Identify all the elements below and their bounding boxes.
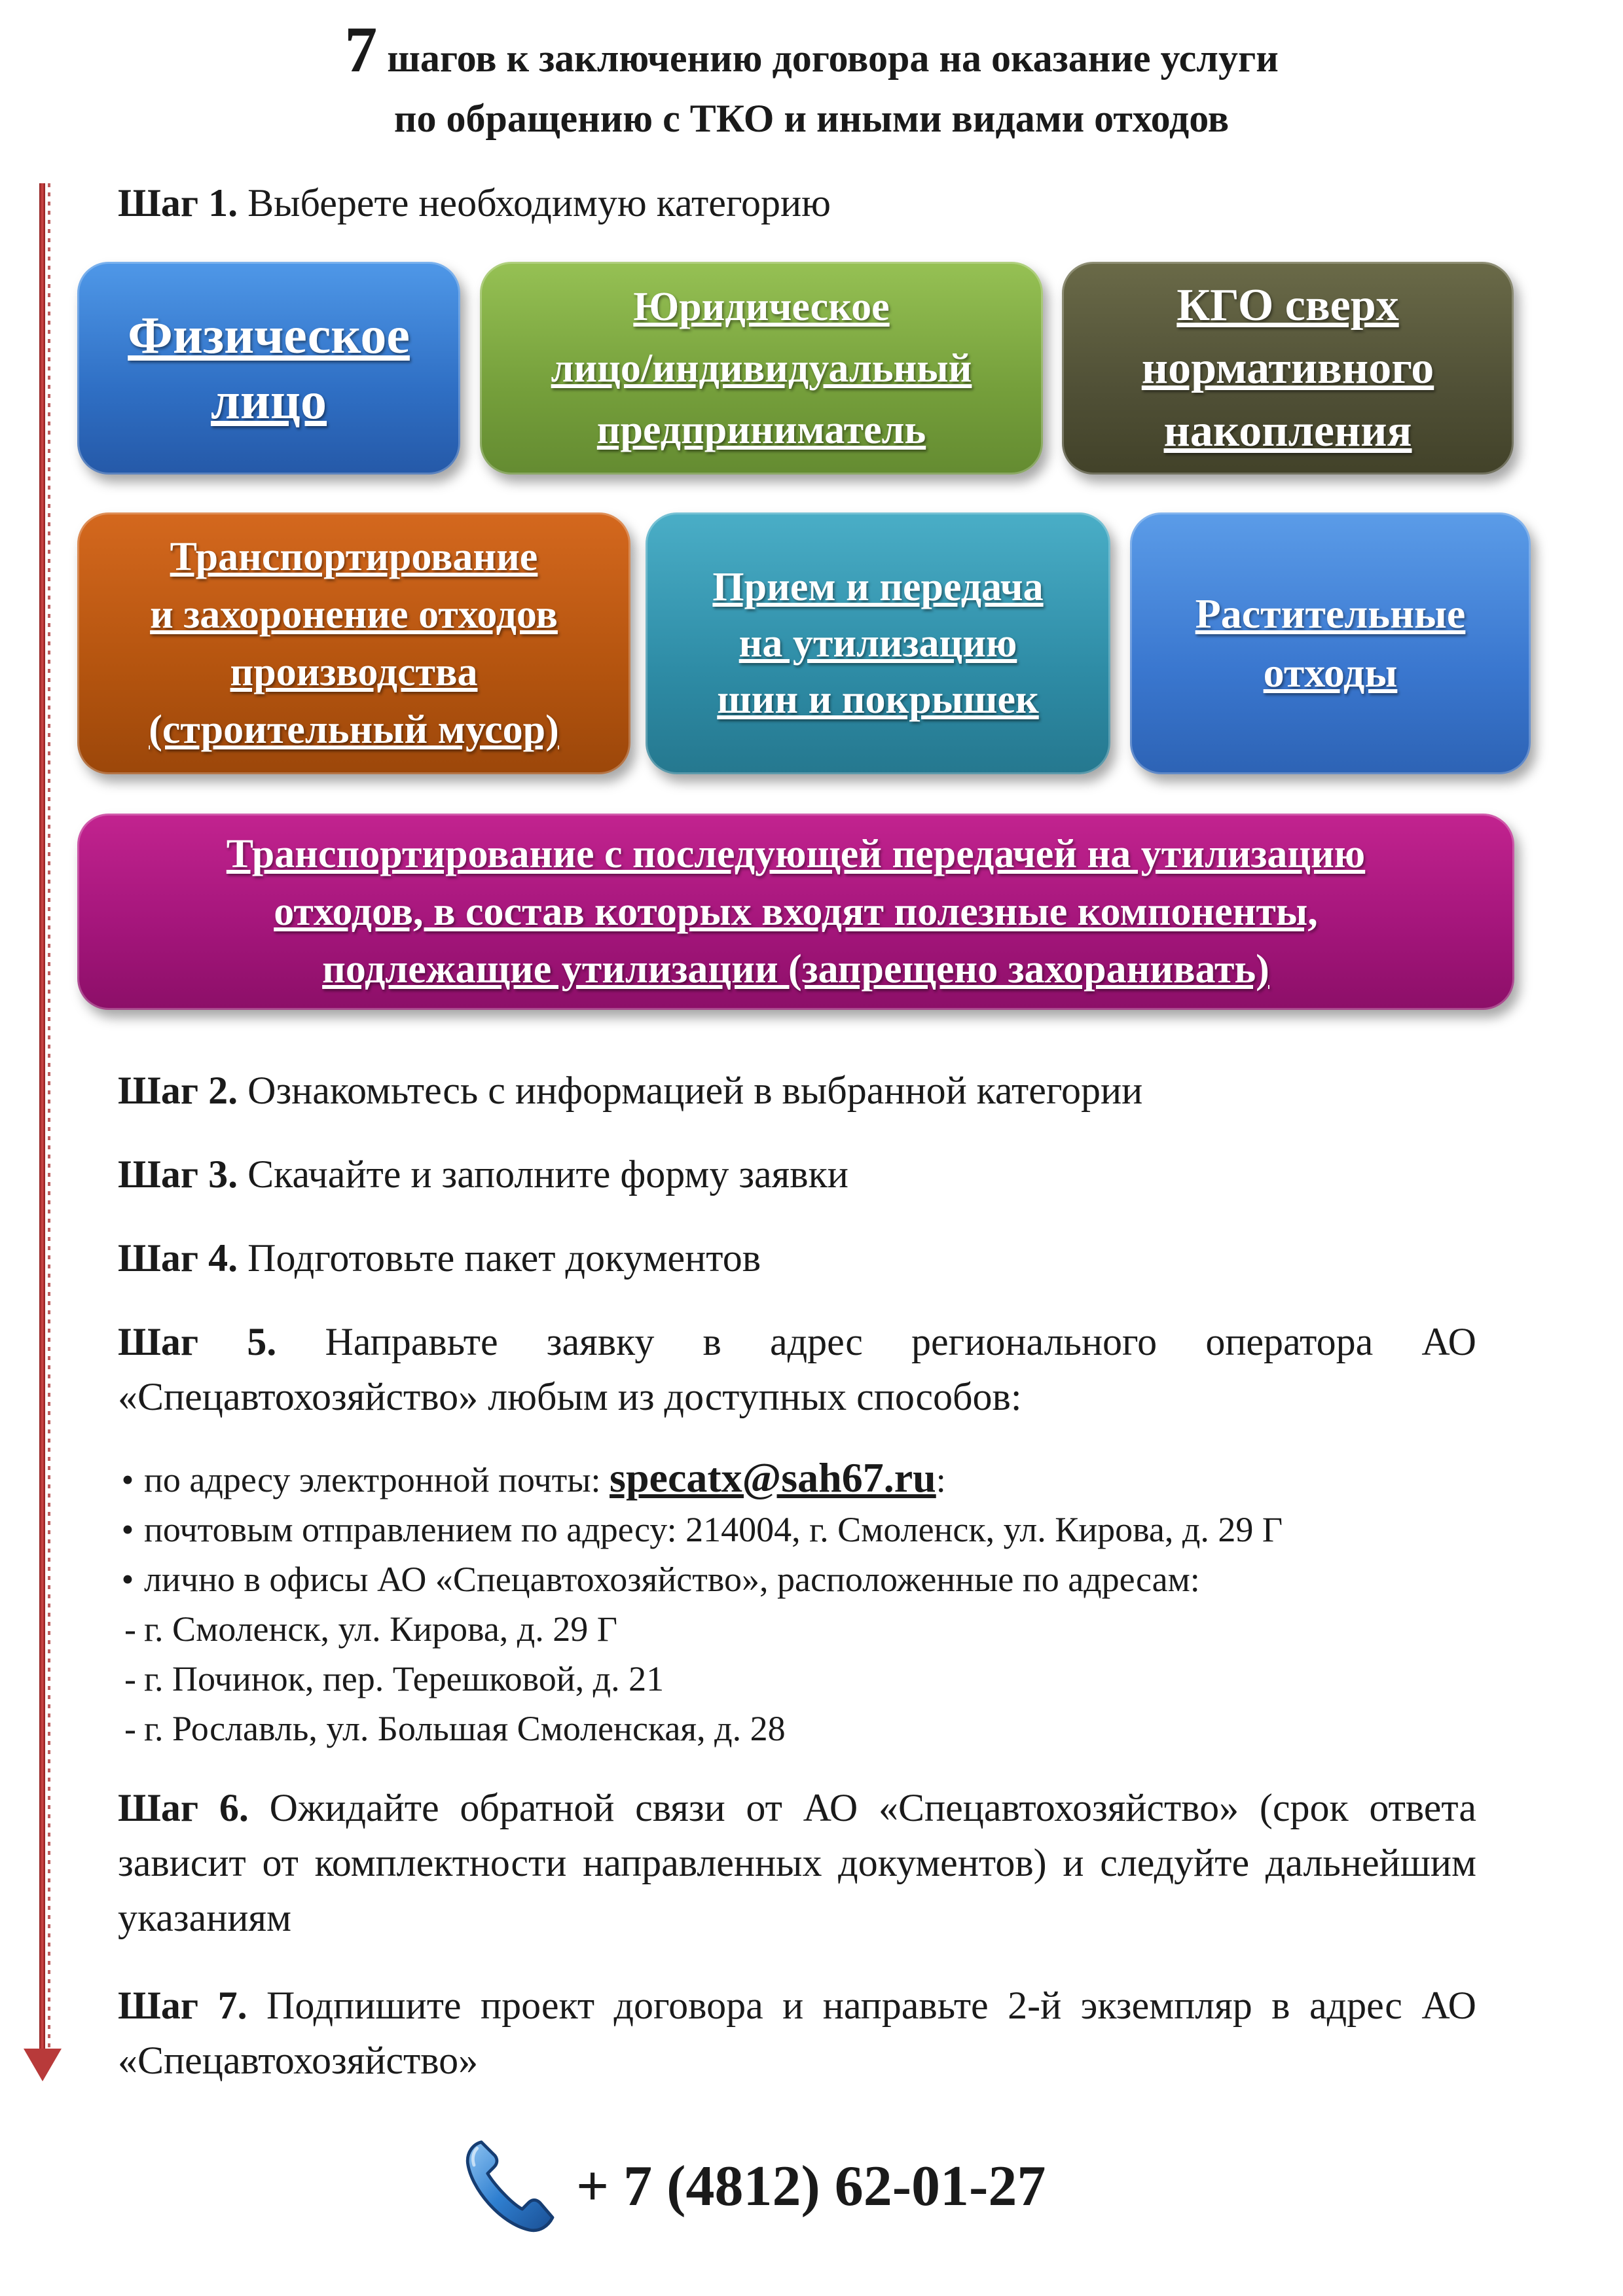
dash-icon: - [124,1709,136,1748]
step-7-label: Шаг 7. [118,1984,247,2027]
category-label-line: накопления [1163,405,1412,456]
step-4 [118,1230,1476,1285]
category-label-line: и захоронение отходов [150,592,558,637]
dash-icon: - [124,1609,136,1649]
category-label-line: лицо/индивидуальный [551,346,972,391]
category-label-line: Транспортирование с последующей передачей на утилизацию [226,832,1366,876]
progress-arrow-dots [48,183,50,2055]
category-label-line: Физическое [128,306,410,365]
page-title [0,13,1623,149]
progress-arrow-line [39,183,45,2055]
title-step-count: 7 [344,13,378,86]
category-label-line: Растительные [1195,590,1466,637]
step-4-text: Подготовьте пакет документов [247,1236,761,1280]
step-3-label: Шаг 3. [118,1153,238,1196]
list-item-offices [111,1554,1486,1604]
offices-intro: лично в офисы АО «Спецавтохозяйство», расположенные по адресам: [144,1560,1200,1599]
category-label-line: отходы [1263,649,1398,696]
dash-icon: - [124,1659,136,1698]
list-item-email [111,1453,1486,1505]
step-5-label: Шаг 5. [118,1320,277,1363]
category-label-line: на утилизацию [739,621,1017,666]
step-7-text: Подпишите проект договора и направьте 2-й экземпляр в адрес АО «Спецавтохозяйство» [118,1984,1476,2082]
contact-methods-list [111,1453,1486,1753]
bullet-icon: • [121,1460,134,1499]
step-3 [118,1147,1476,1202]
category-label-line: Транспортирование [170,535,538,579]
bullet-icon: • [121,1510,134,1549]
step-3-text: Скачайте и заполните форму заявки [247,1153,848,1196]
category-label-line: Юридическое [633,284,890,329]
title-line-1-text: шагов к заключению договора на оказание услуги [387,37,1279,80]
email-link[interactable]: specatx@sah67.ru [610,1454,936,1501]
category-construction-waste-button[interactable] [77,512,630,774]
step-7 [118,1978,1476,2088]
step-2-text: Ознакомьтесь с информацией в выбранной категории [247,1069,1143,1112]
office-address-text: г. Смоленск, ул. Кирова, д. 29 Г [144,1609,617,1649]
category-label-line: производства [230,650,478,694]
category-bulky-waste-button[interactable] [1062,262,1514,475]
step-1-label: Шаг 1. [118,181,238,224]
category-label-line: (строительный мусор) [149,708,559,752]
step-1-text: Выберете необходимую категорию [247,181,831,224]
category-label-line: подлежащие утилизации (запрещено захоранивать) [322,947,1269,992]
office-address [111,1604,1486,1654]
category-plant-waste-button[interactable] [1130,512,1531,774]
phone-number: + 7 (4812) 62-01-27 [576,2154,1046,2218]
step-6-text: Ожидайте обратной связи от АО «Спецавтохозяйство» (срок ответа зависит от комплектности направленных документов) и следуйте дальнейшим указаниям [118,1786,1477,1939]
bullet-icon: • [121,1560,134,1599]
office-address-text: г. Починок, пер. Терешковой, д. 21 [144,1659,665,1698]
title-line-2: по обращению с ТКО и иными видами отходов [393,97,1230,140]
step-5-text: Направьте заявку в адрес регионального оператора АО «Спецавтохозяйство» любым из доступных способов: [118,1320,1477,1418]
step-2 [118,1063,1476,1118]
category-label-line: нормативного [1141,342,1434,393]
category-label-line: шин и покрышек [717,677,1039,722]
title-line-1 [0,13,1623,88]
category-individual-button[interactable] [77,262,460,475]
step-1 [118,175,1476,230]
phone-handset-icon [458,2134,563,2238]
office-address [111,1704,1486,1753]
category-tires-button[interactable] [646,512,1110,774]
step-5 [118,1314,1476,1424]
phone-contact[interactable] [458,2137,1046,2235]
office-address-text: г. Рославль, ул. Большая Смоленская, д. 28 [144,1709,786,1748]
progress-arrow-head-icon [24,2049,62,2081]
step-4-label: Шаг 4. [118,1236,238,1280]
category-legal-entity-button[interactable] [480,262,1043,475]
step-6 [118,1780,1476,1945]
category-label-line: Прием и передача [712,565,1044,609]
step-6-label: Шаг 6. [118,1786,249,1829]
category-label-line: отходов, в состав которых входят полезные компоненты, [274,889,1318,934]
step-2-label: Шаг 2. [118,1069,238,1112]
category-label-line: КГО сверх [1176,279,1399,331]
email-prefix: по адресу электронной почты: [144,1460,610,1499]
post-address: почтовым отправлением по адресу: 214004, г. Смоленск, ул. Кирова, д. 29 Г [144,1510,1283,1549]
category-label-line: лицо [210,372,327,430]
list-item-post [111,1505,1486,1554]
office-address [111,1654,1486,1704]
email-suffix: : [936,1460,946,1499]
category-recyclable-waste-button[interactable] [77,814,1514,1010]
category-label-line: предприниматель [596,407,926,452]
